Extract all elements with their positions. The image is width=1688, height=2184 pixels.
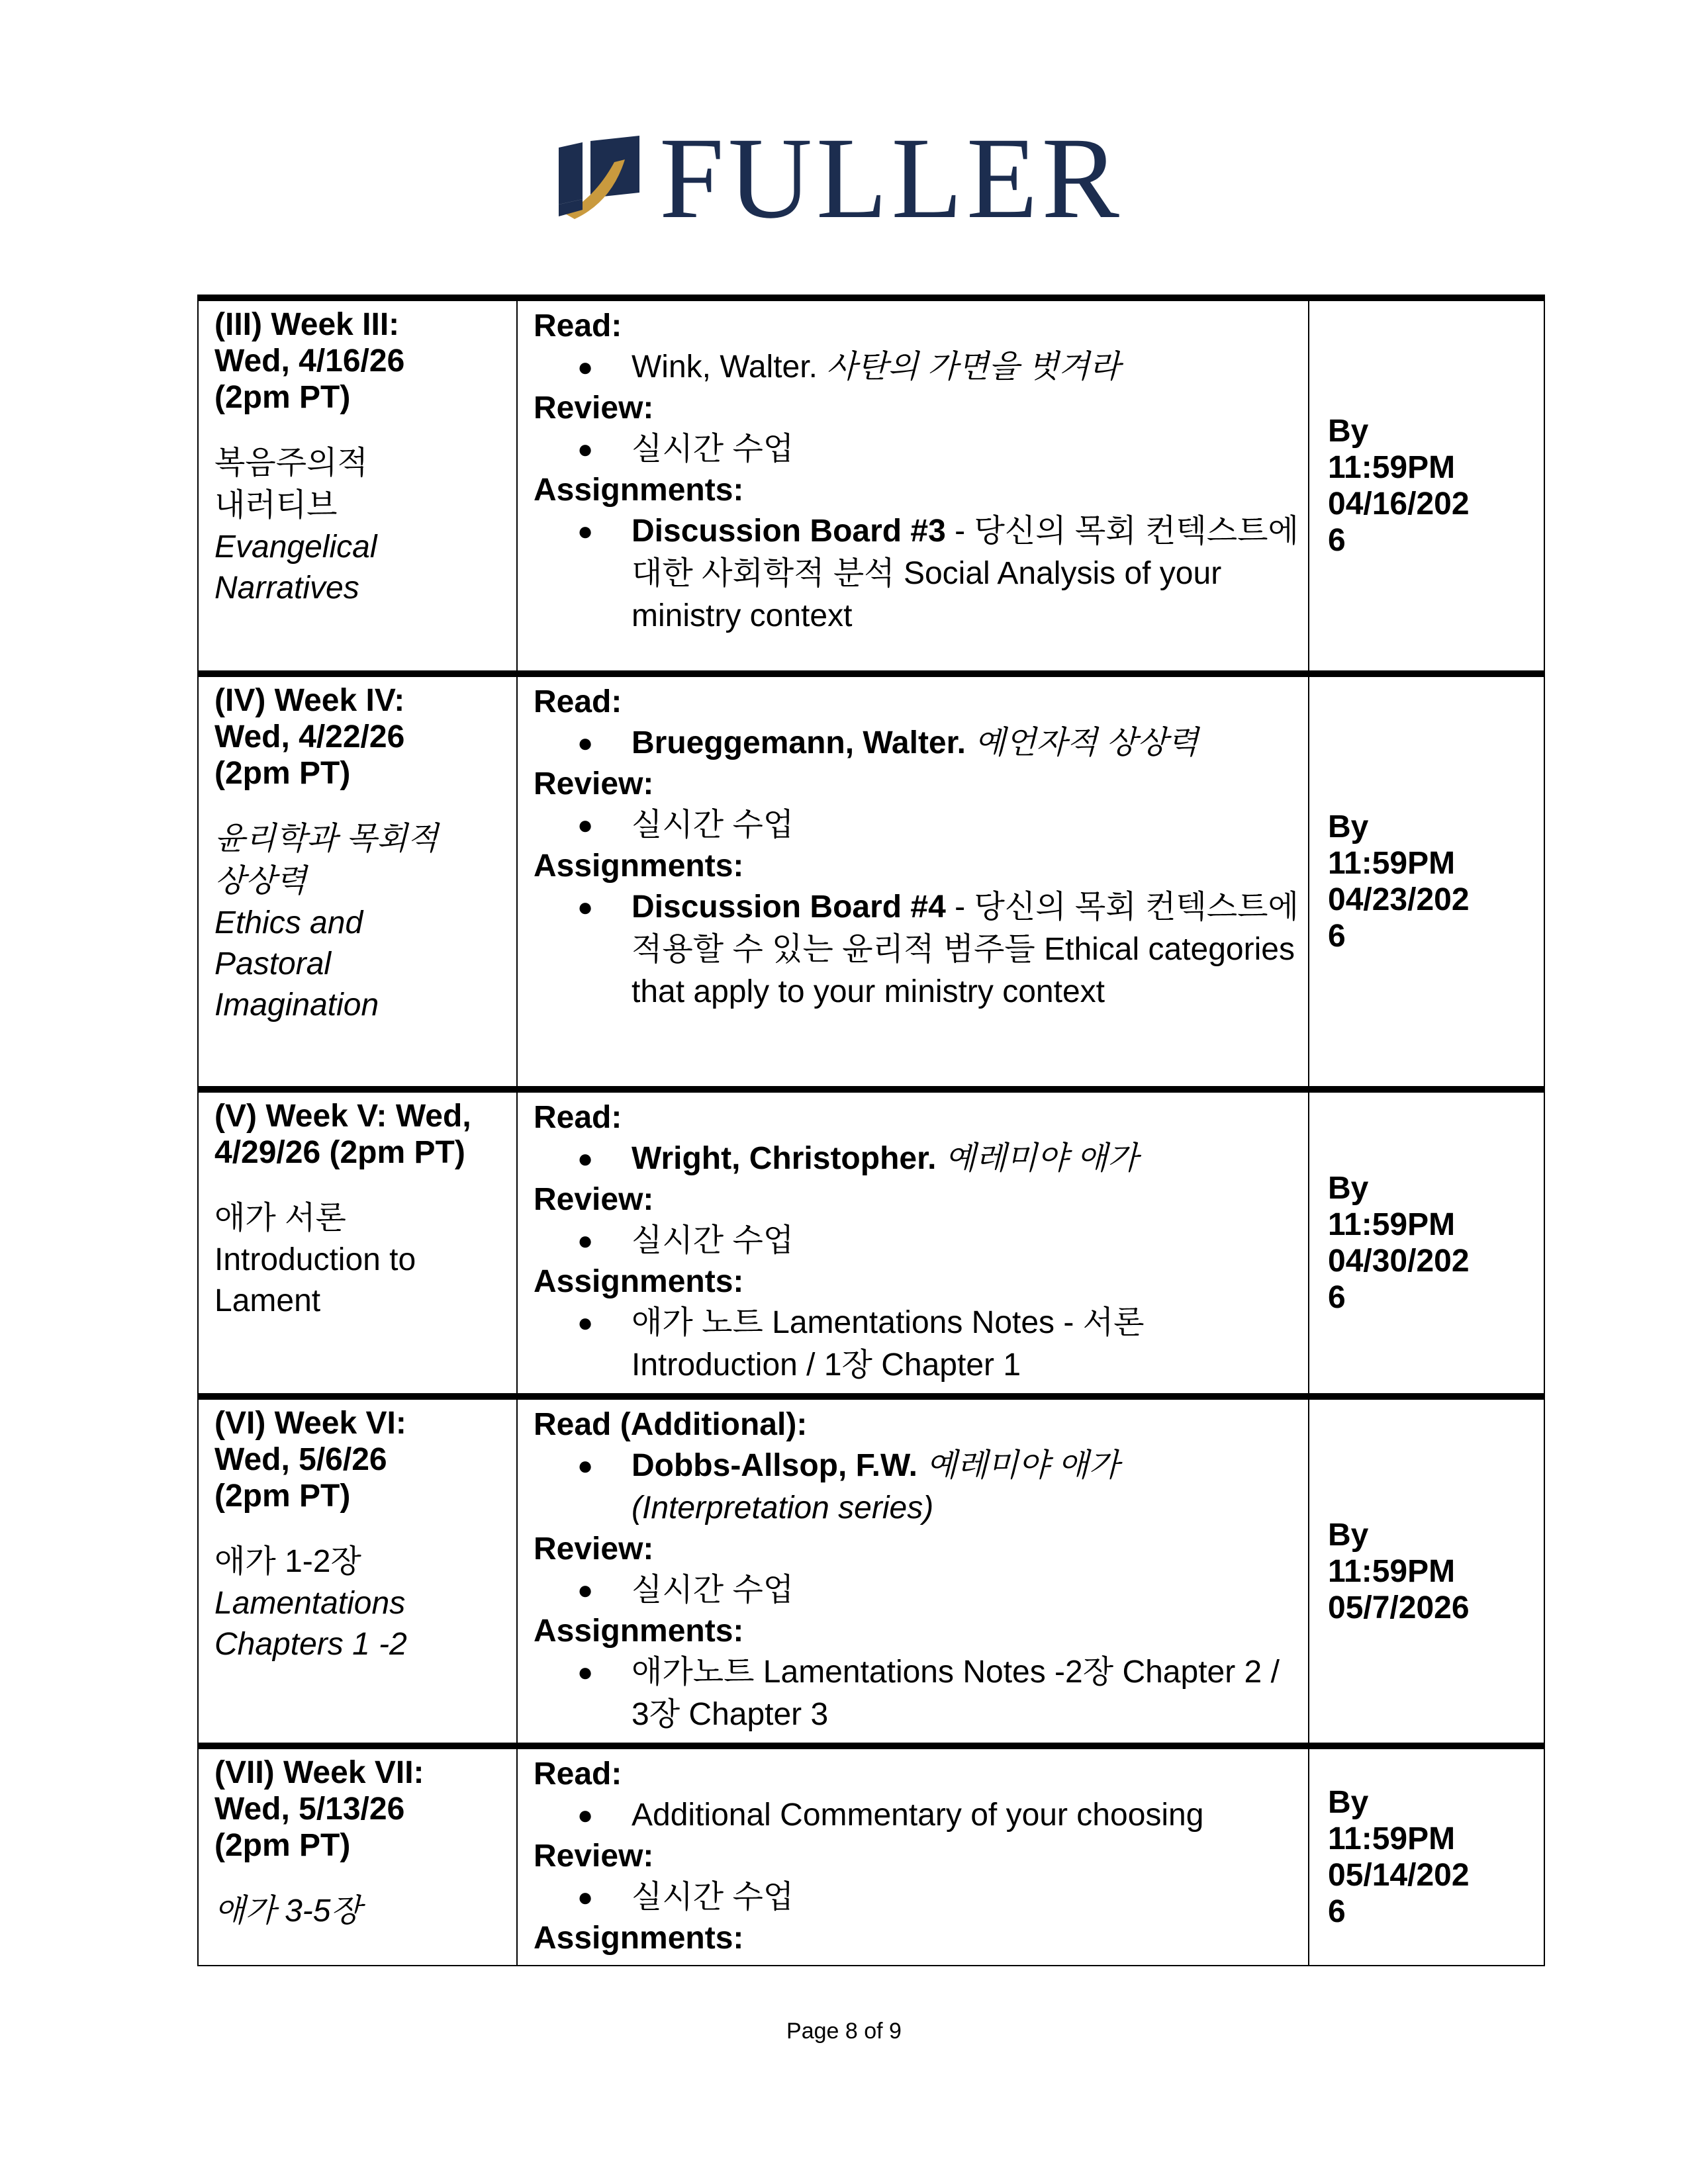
bullet-icon: ● (577, 893, 594, 922)
bullet-icon: ● (577, 517, 594, 546)
tasks-cell (517, 674, 1309, 1089)
topic-korean: 상상력 (214, 864, 307, 899)
read-heading: Read: (534, 1756, 622, 1792)
review-item (534, 1876, 1301, 1919)
assignments-heading: Assignments: (534, 1921, 744, 1956)
assignment-description: 애가노트 Lamentations Notes -2장 Chapter 2 / 3장 Chapter 3 (632, 1655, 1280, 1732)
read-heading: Read: (534, 1100, 622, 1135)
week-label-line: Wed, 4/22/26 (214, 719, 405, 754)
due-cell (1309, 298, 1544, 674)
topic-english: Imagination (214, 987, 379, 1023)
assignment-item (534, 1651, 1301, 1736)
due-line: 11:59PM (1328, 1821, 1456, 1856)
due-line: 11:59PM (1328, 1553, 1456, 1589)
assignment-description: - 당신의 목회 컨텍스트에 적용할 수 있는 윤리적 범주들 Ethical categories that apply to your ministry context (632, 889, 1299, 1009)
due-line: By (1328, 1171, 1369, 1206)
read-author: Wright, Christopher. (632, 1141, 937, 1176)
review-heading: Review: (534, 1531, 654, 1567)
review-item (534, 1569, 1301, 1612)
review-item (534, 1220, 1301, 1262)
week-label-line: (2pm PT) (214, 1479, 351, 1514)
due-line: 11:59PM (1328, 1207, 1456, 1242)
page-number: Page 8 of 9 (786, 2019, 902, 2044)
due-line: 04/16/202 (1328, 486, 1470, 522)
review-text: 실시간 수업 (632, 1223, 794, 1258)
read-heading: Read: (534, 308, 622, 343)
review-text: 실시간 수업 (632, 807, 794, 842)
read-author: Wink, Walter. (632, 349, 818, 385)
due-cell (1309, 1089, 1544, 1396)
bullet-icon: ● (577, 1801, 594, 1830)
assignment-item (534, 1302, 1301, 1387)
bullet-icon: ● (577, 1308, 594, 1338)
due-line: 6 (1328, 919, 1346, 954)
bullet-icon: ● (577, 1883, 594, 1912)
assignments-heading: Assignments: (534, 1614, 744, 1649)
week-cell (198, 1746, 517, 1966)
spacer (214, 416, 510, 442)
week-cell (198, 298, 517, 674)
read-title: 예언자적 상상력 (974, 725, 1199, 760)
week-row (198, 298, 1544, 674)
assignment-text (632, 1651, 1301, 1736)
bullet-icon: ● (577, 811, 594, 840)
topic-english: Lamentations (214, 1586, 406, 1621)
read-item (534, 1794, 1301, 1837)
due-line: 6 (1328, 1894, 1346, 1929)
due-cell (1309, 1396, 1544, 1746)
topic-english: Pastoral (214, 946, 332, 981)
bullet-icon: ● (577, 729, 594, 758)
read-item-text (632, 1445, 1301, 1529)
week-row (198, 1746, 1544, 1966)
week-label-line: Wed, 4/16/26 (214, 343, 405, 379)
read-item-text (632, 346, 1301, 388)
assignment-item (534, 886, 1301, 1013)
assignment-text (632, 1302, 1301, 1387)
review-text: 실시간 수업 (632, 1572, 794, 1608)
read-item (534, 1445, 1301, 1529)
due-line: 11:59PM (1328, 846, 1456, 881)
review-heading: Review: (534, 390, 654, 426)
assignment-item (534, 510, 1301, 637)
topic-english: Chapters 1 -2 (214, 1627, 407, 1662)
week-label-line: (2pm PT) (214, 380, 351, 415)
week-label-line: 4/29/26 (2pm PT) (214, 1135, 465, 1170)
tasks-cell (517, 1089, 1309, 1396)
tasks-cell (517, 298, 1309, 674)
bullet-icon: ● (577, 1576, 594, 1605)
bullet-icon: ● (577, 1144, 594, 1173)
due-line: 05/7/2026 (1328, 1590, 1470, 1625)
week-cell (198, 1396, 517, 1746)
week-label-line: (2pm PT) (214, 756, 351, 791)
spacer (214, 1514, 510, 1541)
due-line: By (1328, 809, 1369, 844)
read-item-text (632, 722, 1301, 764)
assignments-heading: Assignments: (534, 848, 744, 884)
bullet-icon: ● (577, 435, 594, 464)
read-subtitle: (Interpretation series) (632, 1490, 934, 1525)
due-line: 6 (1328, 1280, 1346, 1315)
week-label-line: Wed, 5/13/26 (214, 1792, 405, 1827)
assignments-heading: Assignments: (534, 1264, 744, 1299)
topic-korean: 내러티브 (214, 488, 338, 523)
read-item (534, 346, 1301, 388)
week-row (198, 1089, 1544, 1396)
fuller-book-icon (556, 136, 642, 222)
week-label-line: (IV) Week IV: (214, 683, 405, 718)
review-heading: Review: (534, 1839, 654, 1874)
read-title: 예레미야 애가 (945, 1141, 1139, 1176)
due-line: 04/30/202 (1328, 1244, 1470, 1279)
week-cell (198, 674, 517, 1089)
week-label-line: (2pm PT) (214, 1828, 351, 1863)
assignment-text (632, 510, 1301, 637)
topic-english: Narratives (214, 570, 359, 606)
topic-korean: 애가 서론 (214, 1201, 346, 1236)
review-heading: Review: (534, 766, 654, 801)
due-line: 11:59PM (1328, 450, 1456, 485)
due-line: By (1328, 1517, 1369, 1553)
assignment-text (632, 886, 1301, 1013)
read-author: Brueggemann, Walter. (632, 725, 966, 760)
assignments-heading: Assignments: (534, 473, 744, 508)
week-cell (198, 1089, 517, 1396)
spacer (214, 1171, 510, 1197)
bullet-icon: ● (577, 1226, 594, 1255)
read-item-text (632, 1138, 1301, 1180)
read-item (534, 1138, 1301, 1180)
spacer (214, 1864, 510, 1890)
assignment-name: Discussion Board #4 (632, 889, 946, 925)
schedule-table (197, 295, 1545, 1966)
week-label-line: Wed, 5/6/26 (214, 1442, 387, 1477)
topic-english: Ethics and (214, 905, 363, 940)
assignment-description: - 당신의 목회 컨텍스트에 대한 사회학적 분석 Social Analysis of your ministry context (632, 514, 1299, 633)
bullet-icon: ● (577, 1451, 594, 1480)
read-author: Dobbs-Allsop, F.W. (632, 1448, 917, 1483)
fuller-logo (556, 114, 1123, 243)
week-row (198, 1396, 1544, 1746)
due-line: 6 (1328, 523, 1346, 558)
tasks-cell (517, 1746, 1309, 1966)
due-line: 05/14/202 (1328, 1858, 1470, 1893)
read-item-text (632, 1794, 1301, 1837)
spacer (214, 792, 510, 818)
topic-korean: 복음주의적 (214, 445, 368, 480)
review-item (534, 428, 1301, 471)
read-text: Additional Commentary of your choosing (632, 1797, 1204, 1833)
week-row (198, 674, 1544, 1089)
due-line: 04/23/202 (1328, 882, 1470, 917)
topic-korean: 애가 1-2장 (214, 1544, 361, 1579)
bullet-icon: ● (577, 353, 594, 382)
week-label-line: (VII) Week VII: (214, 1755, 424, 1790)
topic-english: Lament (214, 1283, 321, 1318)
review-heading: Review: (534, 1182, 654, 1217)
week-label-line: (VI) Week VI: (214, 1406, 406, 1441)
topic-english: Introduction to (214, 1242, 416, 1277)
review-item (534, 804, 1301, 846)
bullet-icon: ● (577, 1658, 594, 1687)
topic-english: Evangelical (214, 529, 377, 565)
read-item (534, 722, 1301, 764)
week-label-line: (V) Week V: Wed, (214, 1099, 471, 1134)
tasks-cell (517, 1396, 1309, 1746)
review-text: 실시간 수업 (632, 1880, 794, 1915)
topic-korean: 애가 3-5장 (214, 1893, 361, 1929)
week-label-line: (III) Week III: (214, 307, 400, 342)
due-cell (1309, 1746, 1544, 1966)
review-text: 실시간 수업 (632, 432, 794, 467)
assignment-description: 애가 노트 Lamentations Notes - 서론 Introduction / 1장 Chapter 1 (632, 1305, 1145, 1383)
fuller-wordmark: FULLER (659, 114, 1123, 243)
topic-korean: 윤리학과 목회적 (214, 821, 438, 856)
assignment-name: Discussion Board #3 (632, 514, 946, 549)
read-title: 예레미야 애가 (926, 1448, 1119, 1483)
read-heading: Read (Additional): (534, 1407, 808, 1442)
due-line: By (1328, 1785, 1369, 1820)
read-title: 사탄의 가면을 벗겨라 (826, 349, 1121, 385)
due-line: By (1328, 414, 1369, 449)
read-heading: Read: (534, 684, 622, 719)
due-cell (1309, 674, 1544, 1089)
